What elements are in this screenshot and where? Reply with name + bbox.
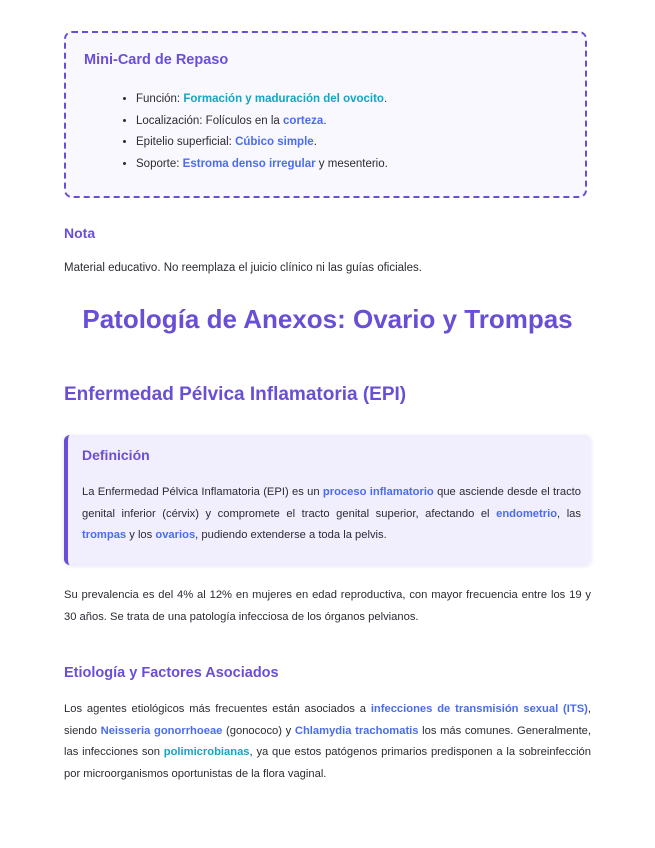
list-item: • Soporte: Estroma denso irregular y mesenterio. xyxy=(136,154,388,176)
definition-text: La Enfermedad Pélvica Inflamatoria (EPI) es un proceso inflamatorio que asciende desde el tracto genital inferior (cérvix) y compromete el tracto genital superior, afectando el endometrio, las trompas y los ovarios, pudiendo extenderse a toda la pelvis. xyxy=(82,486,582,541)
highlight-term: endometrio xyxy=(496,507,558,520)
highlight-term: Cúbico simple xyxy=(235,136,314,148)
highlight-term: Formación y maduración del ovocito xyxy=(183,93,384,105)
page-title: Patología de Anexos: Ovario y Trompas xyxy=(82,304,573,334)
prevalence-paragraph: Su prevalencia es del 4% al 12% en mujeres en edad reproductiva, con mayor frecuencia entre los 19 y 30 años. Se trata de una patología infecciosa de los órganos pelvianos. xyxy=(64,589,591,623)
highlight-term: Neisseria gonorrhoeae xyxy=(100,724,223,737)
highlight-term: trompas xyxy=(82,529,127,541)
highlight-term: Estroma denso irregular xyxy=(182,157,316,170)
list-item: • Localización: Folículos en la corteza. xyxy=(136,111,388,133)
highlight-term: proceso inflamatorio xyxy=(322,486,434,498)
list-item: • Función: Formación y maduración del ovocito. xyxy=(136,89,388,111)
section-heading: Enfermedad Pélvica Inflamatoria (EPI) xyxy=(64,384,407,405)
list-item: • Epitelio superficial: Cúbico simple. xyxy=(136,132,388,154)
definition-title: Definición xyxy=(82,447,150,463)
highlight-term: polimicrobianas xyxy=(163,746,250,758)
mini-card-list xyxy=(118,89,388,175)
highlight-term: ovarios xyxy=(155,529,196,541)
highlight-term: corteza xyxy=(283,114,324,127)
highlight-term: Chlamydia trachomatis xyxy=(294,724,419,737)
etiology-paragraph: Los agentes etiológicos más frecuentes están asociados a infecciones de transmisión sexual (ITS), siendo Neisseria gonorrhoeae (gonococo) y Chlamydia trachomatis los más comunes. Generalmente, las infecciones son polimicrobianas, ya que estos patógenos primarios predisponen a la sobreinfección por microorganismos oportunistas de la flora vaginal. xyxy=(64,703,592,780)
note-text: Material educativo. No reemplaza el juicio clínico ni las guías oficiales. xyxy=(64,262,422,274)
note-heading: Nota xyxy=(64,225,96,241)
review-mini-card xyxy=(64,31,587,198)
highlight-term: infecciones de transmisión sexual (ITS) xyxy=(370,703,588,715)
subsection-heading: Etiología y Factores Asociados xyxy=(64,665,279,681)
mini-card-title: Mini-Card de Repaso xyxy=(84,52,229,68)
definition-box xyxy=(64,435,591,565)
